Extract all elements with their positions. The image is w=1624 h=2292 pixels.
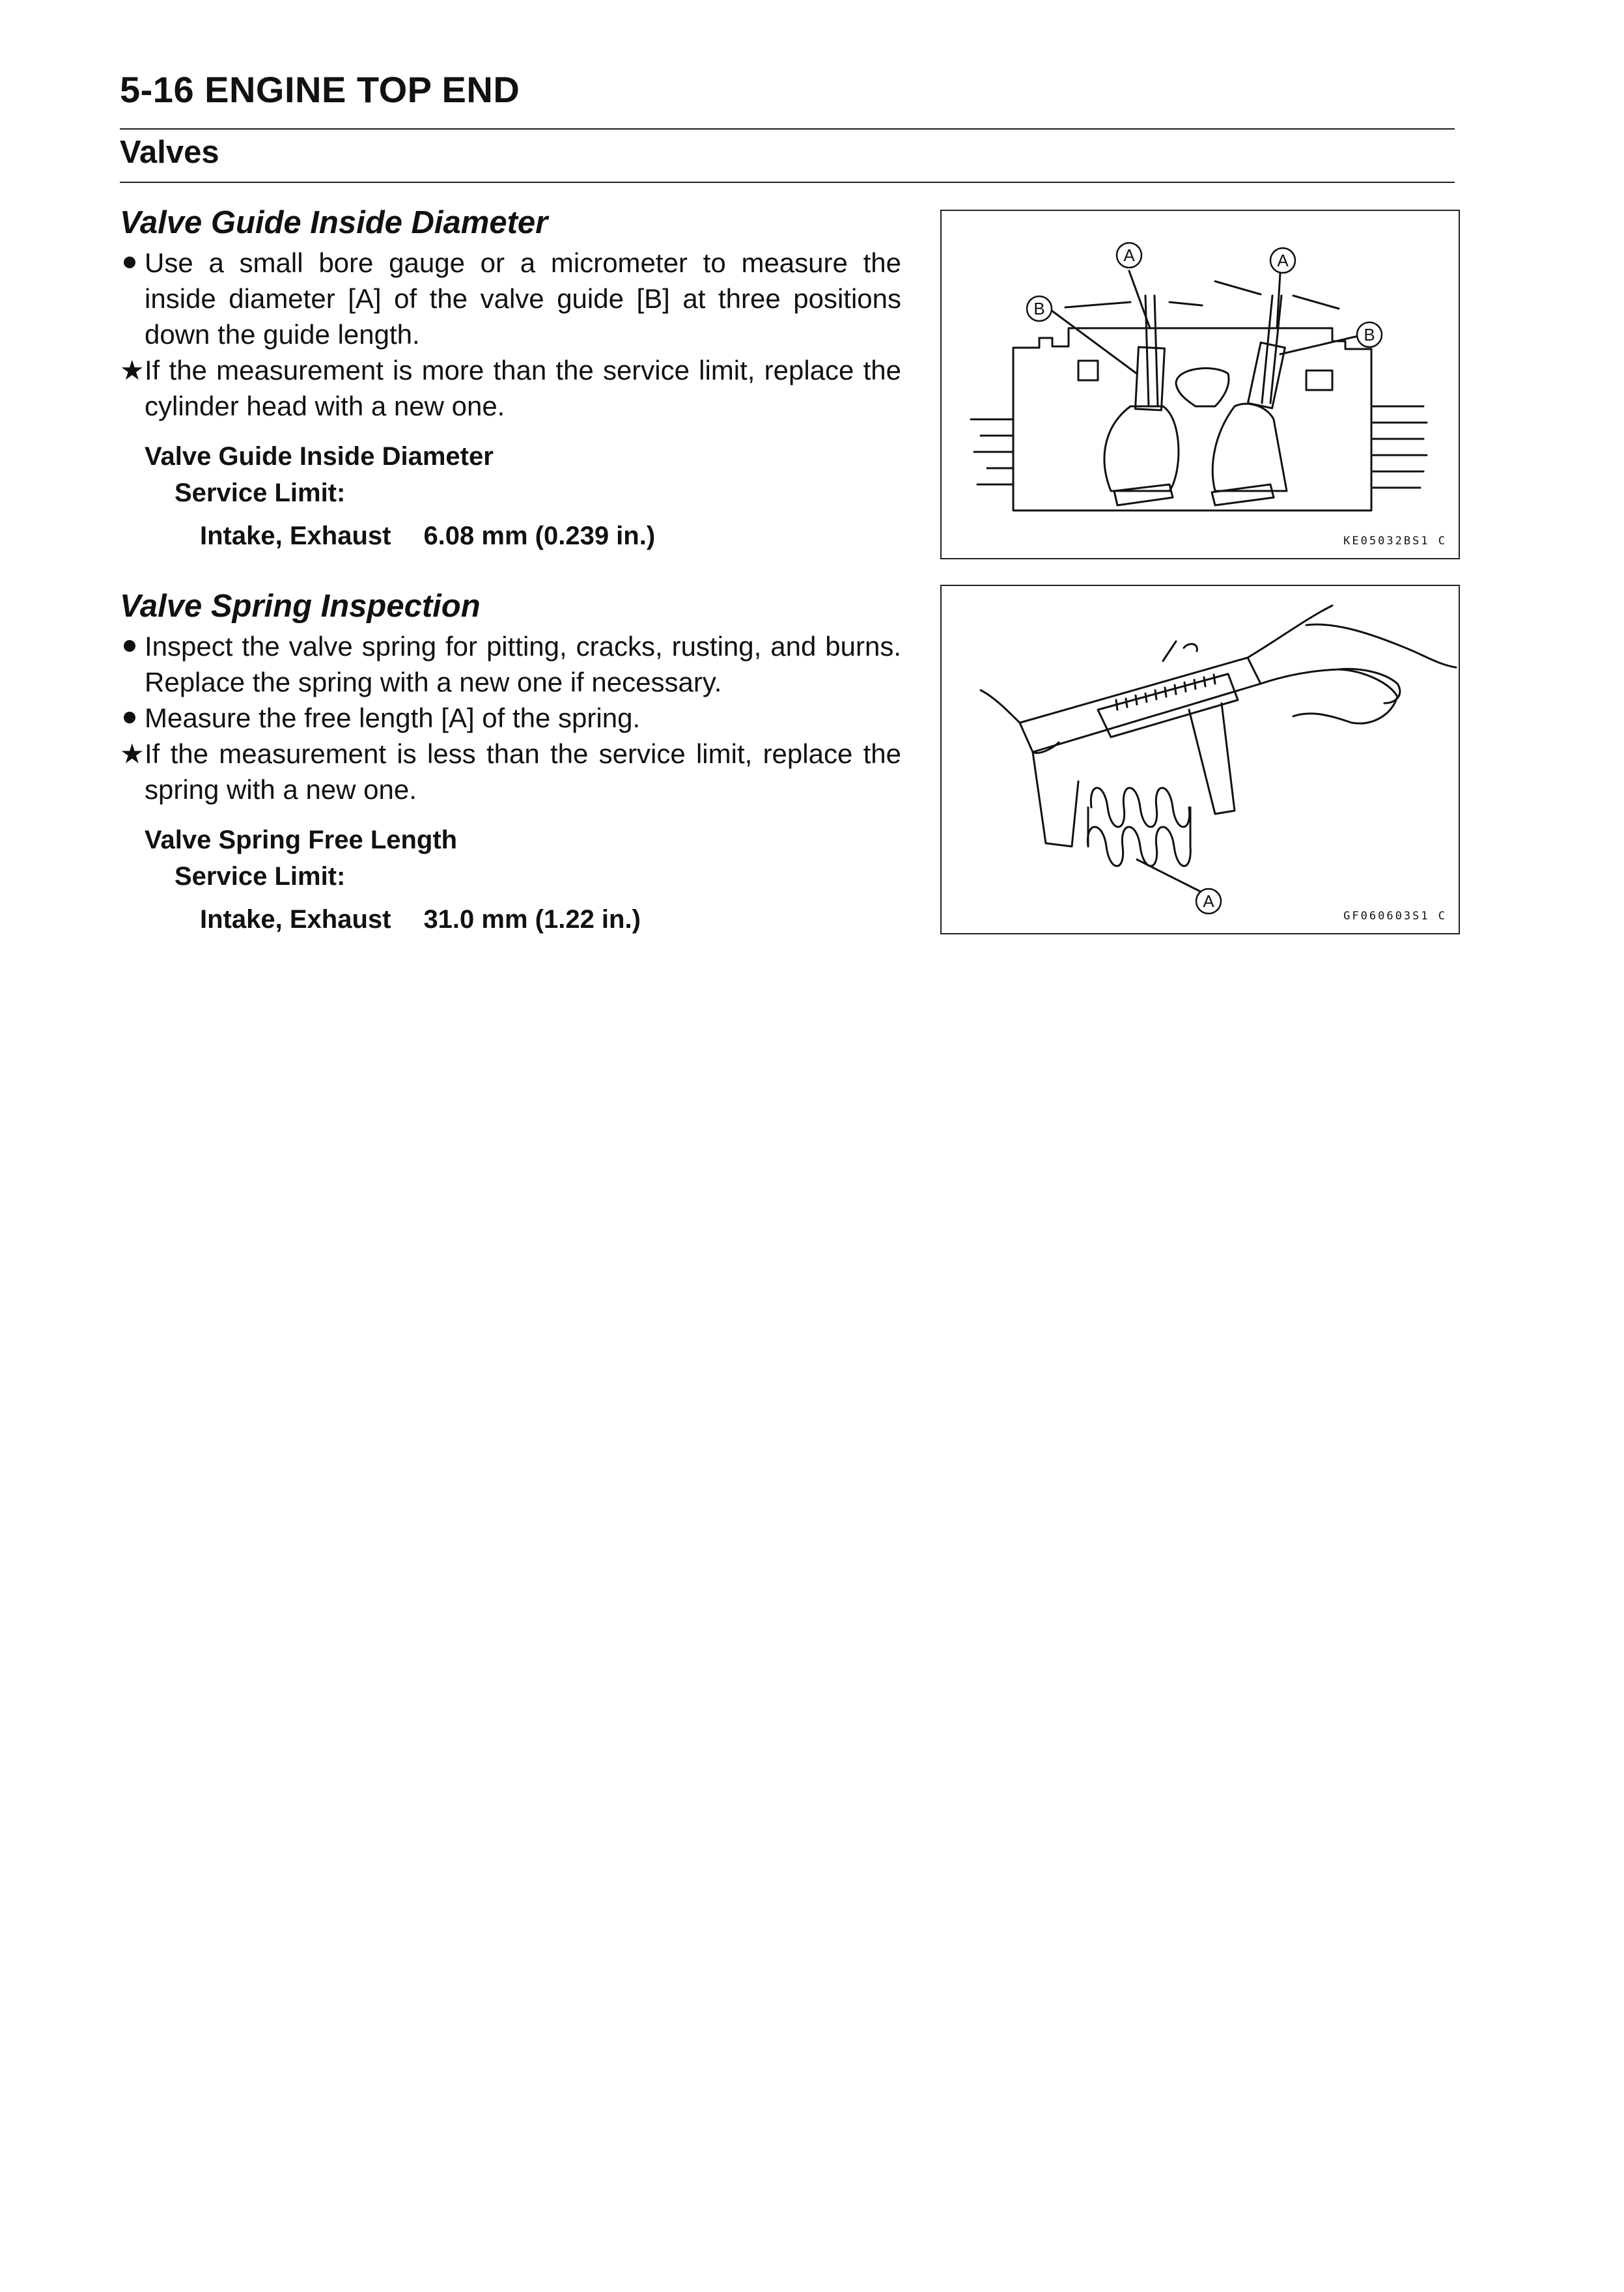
- spec-row: [145, 901, 901, 938]
- bullet-icon: [120, 628, 142, 664]
- spec-block: [120, 438, 901, 554]
- service-limit-label: Service Limit:: [175, 861, 346, 891]
- instruction-item: [120, 245, 901, 352]
- page-header: [120, 69, 1455, 110]
- instruction-item: [120, 628, 901, 700]
- instruction-text: If the measurement is less than the service limit, replace the spring with a new one.: [145, 738, 901, 805]
- valve-spring-title: Valve Spring Inspection: [120, 589, 481, 624]
- valve-guide-figure: [940, 210, 1460, 559]
- spec-block: [120, 822, 901, 938]
- star-icon: ★: [120, 738, 145, 769]
- callout-label: B: [1364, 325, 1375, 344]
- callout-label: B: [1033, 299, 1045, 318]
- valve-spring-figure: [940, 585, 1460, 934]
- valve-spring-section: [120, 589, 901, 938]
- instruction-item: [120, 352, 901, 424]
- figure-id: GF060603S1 C: [1343, 910, 1447, 923]
- service-limit-label: Service Limit:: [175, 478, 346, 507]
- spec-name: Valve Guide Inside Diameter: [145, 441, 494, 471]
- spec-row-value: 31.0 mm (1.22 in.): [423, 904, 641, 934]
- figure-id: KE05032BS1 C: [1343, 535, 1447, 548]
- instruction-text: If the measurement is more than the service limit, replace the cylinder head with a new one.: [145, 354, 901, 421]
- instruction-item: [120, 700, 901, 736]
- spec-name: Valve Spring Free Length: [145, 825, 458, 854]
- instruction-text: Use a small bore gauge or a micrometer to measure the inside diameter [A] of the valve guide [B] at three positions down the guide length.: [145, 247, 901, 350]
- header-divider: [120, 128, 1455, 130]
- callout-label: A: [1203, 891, 1214, 911]
- section-title: Valves: [120, 135, 219, 170]
- spec-row-value: 6.08 mm (0.239 in.): [423, 521, 656, 550]
- caliper-spring-illustration: [942, 586, 1459, 933]
- spec-row-label: Intake, Exhaust: [200, 521, 391, 550]
- spec-row: [145, 518, 901, 554]
- callout-label: A: [1277, 251, 1289, 270]
- bullet-icon: [120, 700, 142, 736]
- callout-label: A: [1123, 245, 1135, 265]
- bullet-icon: [120, 245, 142, 281]
- cylinder-head-illustration: [942, 211, 1459, 558]
- valve-guide-title: Valve Guide Inside Diameter: [120, 205, 548, 240]
- instruction-item: [120, 736, 901, 807]
- valve-guide-section: [120, 206, 901, 554]
- section-divider: [120, 182, 1455, 183]
- instruction-text: Measure the free length [A] of the spring.: [145, 702, 641, 733]
- spec-row-label: Intake, Exhaust: [200, 904, 391, 934]
- star-icon: ★: [120, 354, 145, 385]
- instruction-text: Inspect the valve spring for pitting, cracks, rusting, and burns. Replace the spring with a new one if necessary.: [145, 630, 901, 697]
- chapter-title: 5-16 ENGINE TOP END: [120, 69, 520, 110]
